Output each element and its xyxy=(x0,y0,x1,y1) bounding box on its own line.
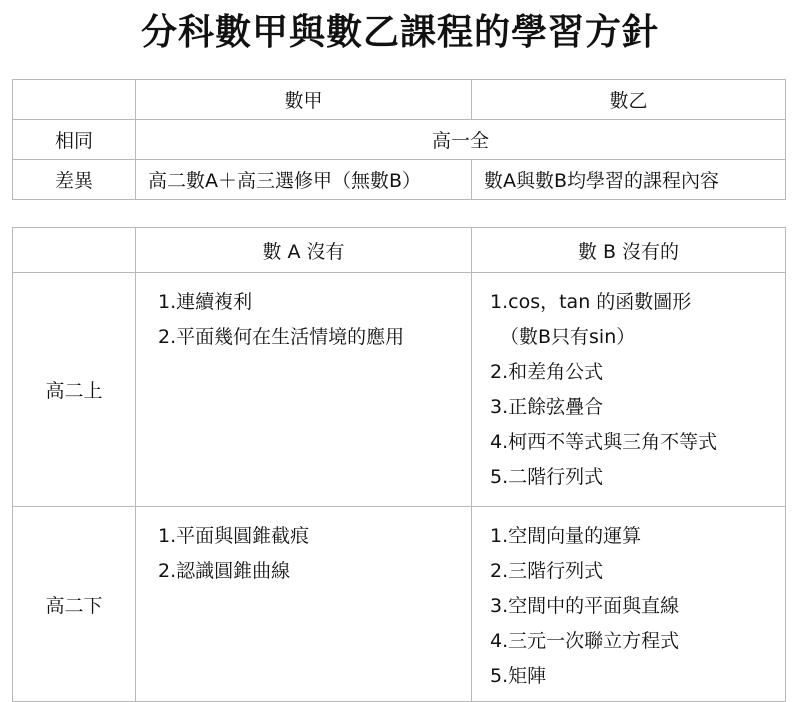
table-row xyxy=(13,160,786,200)
list-item: 1.平面與圓錐截痕 xyxy=(158,525,310,547)
list-item: 3.正餘弦疊合 xyxy=(490,396,604,418)
a-lacks-cell xyxy=(136,273,472,507)
comparison-table xyxy=(12,79,786,200)
list-item-note: （數B只有sin） xyxy=(500,326,636,348)
list-item: 1.連續複利 xyxy=(158,291,253,313)
list-item: 5.二階行列式 xyxy=(490,466,604,488)
list-item: 2.三階行列式 xyxy=(490,560,604,582)
row-label-difference: 差異 xyxy=(13,160,136,200)
a-lacks-cell xyxy=(136,507,472,702)
list-item: 1.空間向量的運算 xyxy=(490,525,642,547)
table-header-row xyxy=(13,228,786,273)
corner-cell xyxy=(13,80,136,120)
row-label-same: 相同 xyxy=(13,120,136,160)
same-content-cell: 高一全 xyxy=(136,120,786,160)
list-item: 3.空間中的平面與直線 xyxy=(490,595,680,617)
topic-list xyxy=(490,519,785,694)
difference-math-b-cell: 數A與數B均學習的課程內容 xyxy=(472,160,786,200)
corner-cell xyxy=(13,228,136,273)
list-item: 2.認識圓錐曲線 xyxy=(158,560,291,582)
page-title: 分科數甲與數乙課程的學習方針 xyxy=(140,12,659,53)
topic-list xyxy=(490,285,785,495)
b-lacks-cell xyxy=(472,273,786,507)
row-label-grade11-first: 高二上 xyxy=(13,273,136,507)
topic-list xyxy=(158,519,471,589)
list-item: 1.cos，tan 的函數圖形 xyxy=(490,291,692,313)
table-row xyxy=(13,120,786,160)
column-header-math-b: 數乙 xyxy=(472,80,786,120)
list-item: 2.平面幾何在生活情境的應用 xyxy=(158,326,405,348)
row-label-grade11-second: 高二下 xyxy=(13,507,136,702)
difference-math-a-cell: 高二數A＋高三選修甲（無數B） xyxy=(136,160,472,200)
topic-list xyxy=(158,285,471,355)
list-item: 5.矩陣 xyxy=(490,665,547,687)
column-header-a-lacks: 數 A 沒有 xyxy=(136,228,472,273)
topic-gap-table xyxy=(12,227,786,702)
table-row xyxy=(13,507,786,702)
b-lacks-cell xyxy=(472,507,786,702)
list-item: 4.柯西不等式與三角不等式 xyxy=(490,431,718,453)
column-header-b-lacks: 數 B 沒有的 xyxy=(472,228,786,273)
list-item: 2.和差角公式 xyxy=(490,361,604,383)
list-item: 4.三元一次聯立方程式 xyxy=(490,630,680,652)
table-row xyxy=(13,273,786,507)
table-header-row xyxy=(13,80,786,120)
column-header-math-a: 數甲 xyxy=(136,80,472,120)
